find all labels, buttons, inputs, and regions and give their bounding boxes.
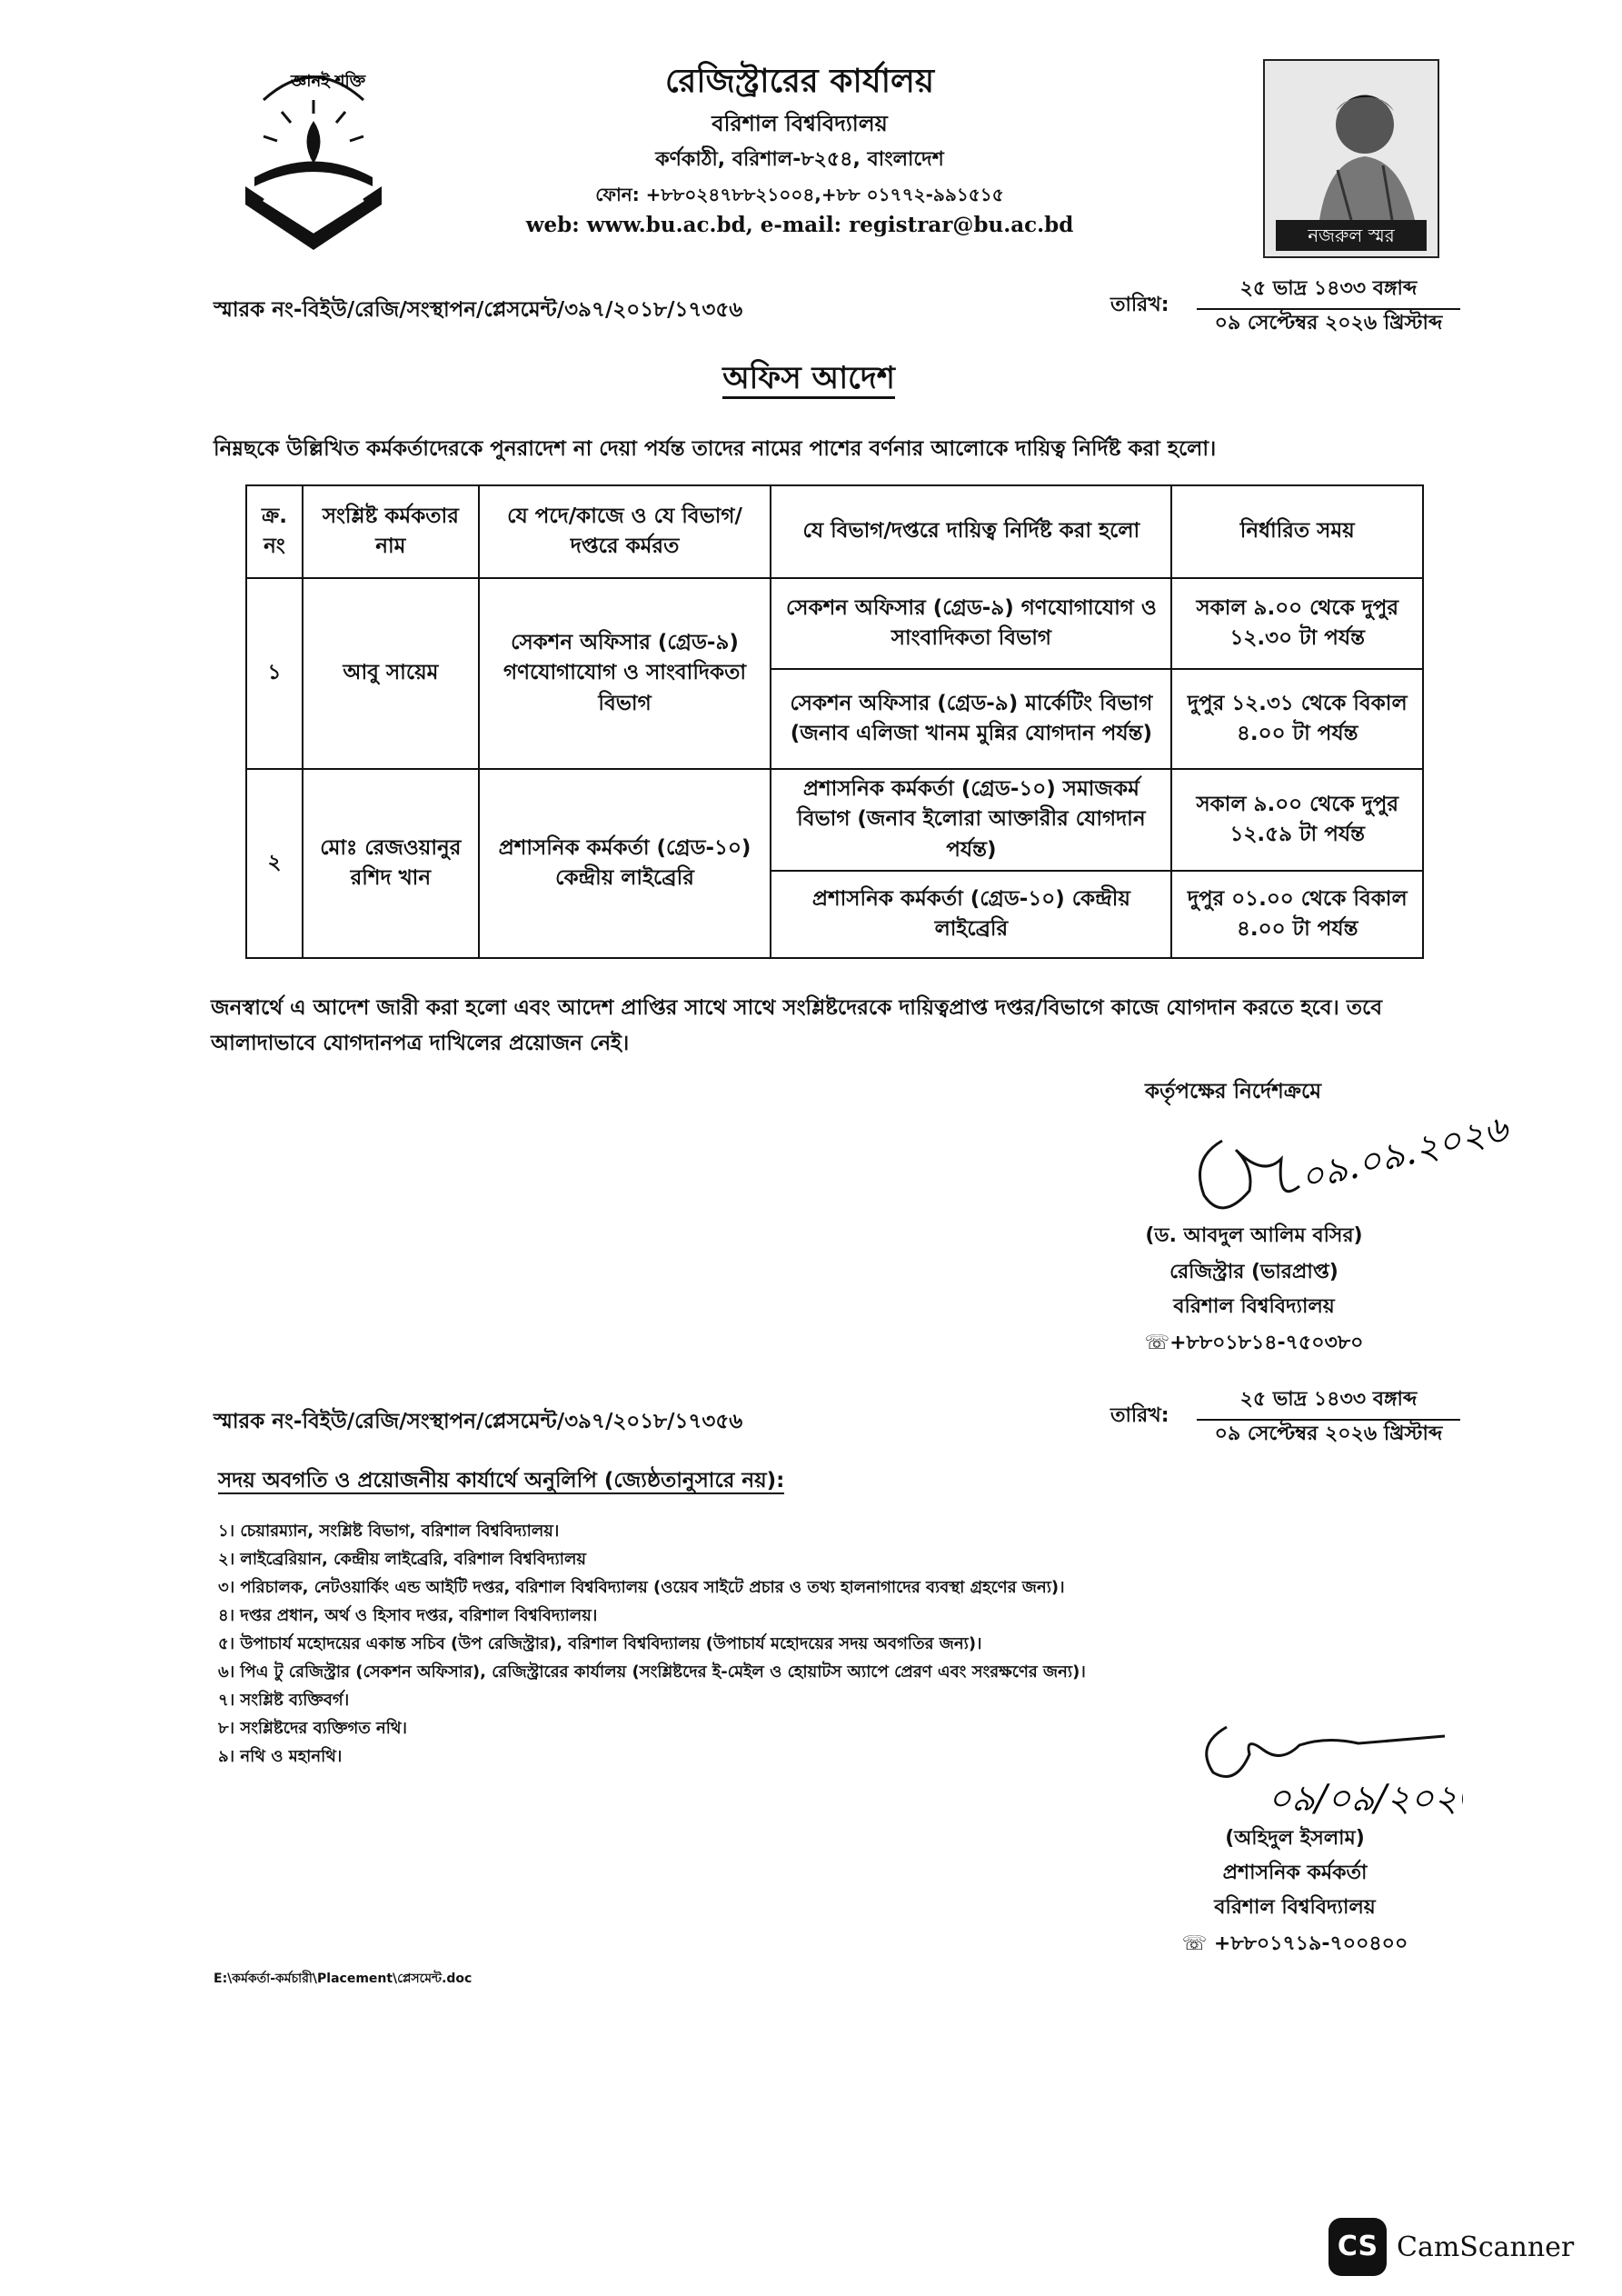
cell-assigned: প্রশাসনিক কর্মকর্তা (গ্রেড-১০) সমাজকর্ম বিভাগ (জনাব ইলোরা আক্তারীর যোগদান পর্যন্ত) [771, 769, 1171, 871]
list-item: ৭। সংশ্লিষ্ট ব্যক্তিবর্গ। [218, 1690, 350, 1710]
signatory-2-phone: ☏ +৮৮০১৭১৯-৭০০৪০০ [1181, 1932, 1408, 1955]
date-label: তারিখ: [1110, 294, 1169, 316]
intro-text: নিম্নছকে উল্লিখিত কর্মকর্তাদেরকে পুনরাদেশ না দেয়া পর্যন্ত তাদের নামের পাশের বর্ণনার আলোকে দায়িত্ব নির্দিষ্ট করা হলো। [214, 437, 1217, 461]
memo-number-copy: স্মারক নং-বিইউ/রেজি/সংস্থাপন/প্লেসমেন্ট/৩৯৭/২০১৮/১৭৩৫৬ [214, 1410, 743, 1433]
cell-time: দুপুর ০১.০০ থেকে বিকাল ৪.০০ টা পর্যন্ত [1171, 871, 1423, 958]
cell-time: দুপুর ১২.৩১ থেকে বিকাল ৪.০০ টা পর্যন্ত [1171, 669, 1423, 769]
list-item: ৯। নথি ও মহানথি। [218, 1746, 343, 1766]
memo-number: স্মারক নং-বিইউ/রেজি/সংস্থাপন/প্লেসমেন্ট/৩৯৭/২০১৮/১৭৩৫৬ [214, 298, 743, 322]
svg-text:জ্ঞানই শক্তি: জ্ঞানই শক্তি [291, 72, 366, 91]
table-row [246, 578, 1423, 669]
signatory-2-designation: প্রশাসনিক কর্মকর্তা [1222, 1862, 1368, 1884]
signature-1-date: ০৯.০৯.২০২৬ [1296, 1107, 1512, 1200]
closing-text: জনস্বার্থে এ আদেশ জারী করা হলো এবং আদেশ প্রাপ্তির সাথে সাথে সংশ্লিষ্টদেরকে দায়িত্বপ্রাপ্ত দপ্তর/বিভাগে কাজে যোগদান করতে হবে। তবে আলাদাভাবে যোগদানপত্র দাখিলের প্রয়োজন নেই। [211, 996, 1383, 1056]
web-email-line: web: www.bu.ac.bd, e-mail: registrar@bu.ac.bd [525, 213, 1074, 237]
header-assigned: যে বিভাগ/দপ্তরে দায়িত্ব নির্দিষ্ট করা হলো [771, 485, 1171, 578]
cell-current: সেকশন অফিসার (গ্রেড-৯) গণযোগাযোগ ও সাংবাদিকতা বিভাগ [479, 578, 771, 769]
list-item: ২। লাইব্রেরিয়ান, কেন্দ্রীয় লাইব্রেরি, বরিশাল বিশ্ববিদ্যালয় [218, 1549, 586, 1569]
date-gregorian: ০৯ সেপ্টেম্বর ২০২৬ খ্রিস্টাব্দ [1214, 312, 1443, 334]
page-title: অফিস আদেশ [636, 354, 981, 406]
copy-list [218, 1518, 1086, 1772]
memo-date-copy [1110, 1383, 1465, 1449]
assignment-table [245, 484, 1424, 959]
signatory-2-university: বরিশাল বিশ্ববিদ্যালয় [1214, 1896, 1376, 1919]
file-path: E:\কর্মকর্তা-কর্মচারী\Placement\প্লেসমেন্ট.doc [214, 1972, 473, 1986]
date-bangla: ২৫ ভাদ্র ১৪৩৩ বঙ্গাব্দ [1197, 273, 1460, 310]
phone-line: ফোন: +৮৮০২৪৭৮৮২১০০৪,+৮৮ ০১৭৭২-৯৯১৫১৫ [595, 184, 1004, 205]
cell-assigned: সেকশন অফিসার (গ্রেড-৯) মার্কেটিং বিভাগ (জনাব এলিজা খানম মুন্নির যোগদান পর্যন্ত) [771, 669, 1171, 769]
cell-name: মোঃ রেজওয়ানুর রশিদ খান [303, 769, 479, 958]
list-item: ৩। পরিচালক, নেটওয়ার্কিং এন্ড আইটি দপ্তর, বরিশাল বিশ্ববিদ্যালয় (ওয়েব সাইটে প্রচার ও তথ্য হালনাগাদের ব্যবস্থা গ্রহণের জন্য)। [218, 1577, 1065, 1597]
camscanner-label: CamScanner [1397, 2231, 1575, 2263]
university-name: বরিশাল বিশ্ববিদ্যালয় [711, 111, 888, 136]
table-row [246, 769, 1423, 871]
cell-assigned: সেকশন অফিসার (গ্রেড-৯) গণযোগাযোগ ও সাংবাদিকতা বিভাগ [771, 578, 1171, 669]
signature-2-date: ০৯/০৯/২০২৬ [1268, 1778, 1463, 1820]
signatory-1-name: (ড. আবদুল আলিম বসির) [1145, 1224, 1363, 1247]
cell-serial: ১ [246, 578, 303, 769]
cell-time: সকাল ৯.০০ থেকে দুপুর ১২.৩০ টা পর্যন্ত [1171, 578, 1423, 669]
cell-current: প্রশাসনিক কর্মকর্তা (গ্রেড-১০) কেন্দ্রীয় লাইব্রেরি [479, 769, 771, 958]
list-item: ৮। সংশ্লিষ্টদের ব্যক্তিগত নথি। [218, 1718, 407, 1738]
copy-heading: সদয় অবগতি ও প্রয়োজনীয় কার্যার্থে অনুলিপি (জ্যেষ্ঠতানুসারে নয়): [218, 1469, 785, 1492]
list-item: ৬। পিএ টু রেজিস্ট্রার (সেকশন অফিসার), রেজিস্ট্রারের কার্যালয় (সংশ্লিষ্টদের ই-মেইল ও হোয়াটস অ্যাপে প্রেরণ এবং সংরক্ষণের জন্য)। [218, 1662, 1086, 1682]
date-bangla: ২৫ ভাদ্র ১৪৩৩ বঙ্গাব্দ [1197, 1383, 1460, 1421]
portrait-caption: নজরুল স্মর [1276, 220, 1427, 251]
memo-date [1110, 273, 1465, 338]
signatory-2-name: (অহিদুল ইসলাম) [1225, 1827, 1365, 1850]
signatory-1-phone: ☏+৮৮০১৮১৪-৭৫০৩৮০ [1144, 1332, 1364, 1354]
order-by-text: কর্তৃপক্ষের নির্দেশক্রমে [1145, 1080, 1321, 1103]
list-item: ৫। উপাচার্য মহোদয়ের একান্ত সচিব (উপ রেজিস্ট্রার), বরিশাল বিশ্ববিদ্যালয় (উপাচার্য মহোদয়ের সদয় অবগতির জন্য)। [218, 1633, 982, 1653]
cell-assigned: প্রশাসনিক কর্মকর্তা (গ্রেড-১০) কেন্দ্রীয় লাইব্রেরি [771, 871, 1171, 958]
date-label: তারিখ: [1110, 1404, 1169, 1427]
signatory-1-university: বরিশাল বিশ্ববিদ্যালয় [1173, 1295, 1335, 1318]
list-item: ১। চেয়ারম্যান, সংশ্লিষ্ট বিভাগ, বরিশাল বিশ্ববিদ্যালয়। [218, 1522, 560, 1541]
camscanner-icon: CS [1328, 2218, 1387, 2276]
address: কর্ণকাঠী, বরিশাল-৮২৫৪, বাংলাদেশ [655, 148, 944, 171]
office-name: রেজিস্ট্রারের কার্যালয় [664, 63, 935, 100]
list-item: ৪। দপ্তর প্রধান, অর্থ ও হিসাব দপ্তর, বরিশাল বিশ্ববিদ্যালয়। [218, 1605, 598, 1625]
cell-serial: ২ [246, 769, 303, 958]
header-current: যে পদে/কাজে ও যে বিভাগ/দপ্তরে কর্মরত [479, 485, 771, 578]
header-time: নির্ধারিত সময় [1171, 485, 1423, 578]
signature-2 [1190, 1709, 1463, 1827]
signatory-1-designation: রেজিস্ট্রার (ভারপ্রাপ্ত) [1169, 1261, 1338, 1283]
date-gregorian: ০৯ সেপ্টেম্বর ২০২৬ খ্রিস্টাব্দ [1214, 1423, 1443, 1445]
signature-1 [1181, 1104, 1527, 1232]
cell-time: সকাল ৯.০০ থেকে দুপুর ১২.৫৯ টা পর্যন্ত [1171, 769, 1423, 871]
header-name: সংশ্লিষ্ট কর্মকতার নাম [303, 485, 479, 578]
portrait-image [1263, 59, 1439, 258]
cell-name: আবু সায়েম [303, 578, 479, 769]
header-serial: ক্র. নং [246, 485, 303, 578]
university-logo [227, 50, 400, 255]
table-header-row [246, 485, 1423, 578]
